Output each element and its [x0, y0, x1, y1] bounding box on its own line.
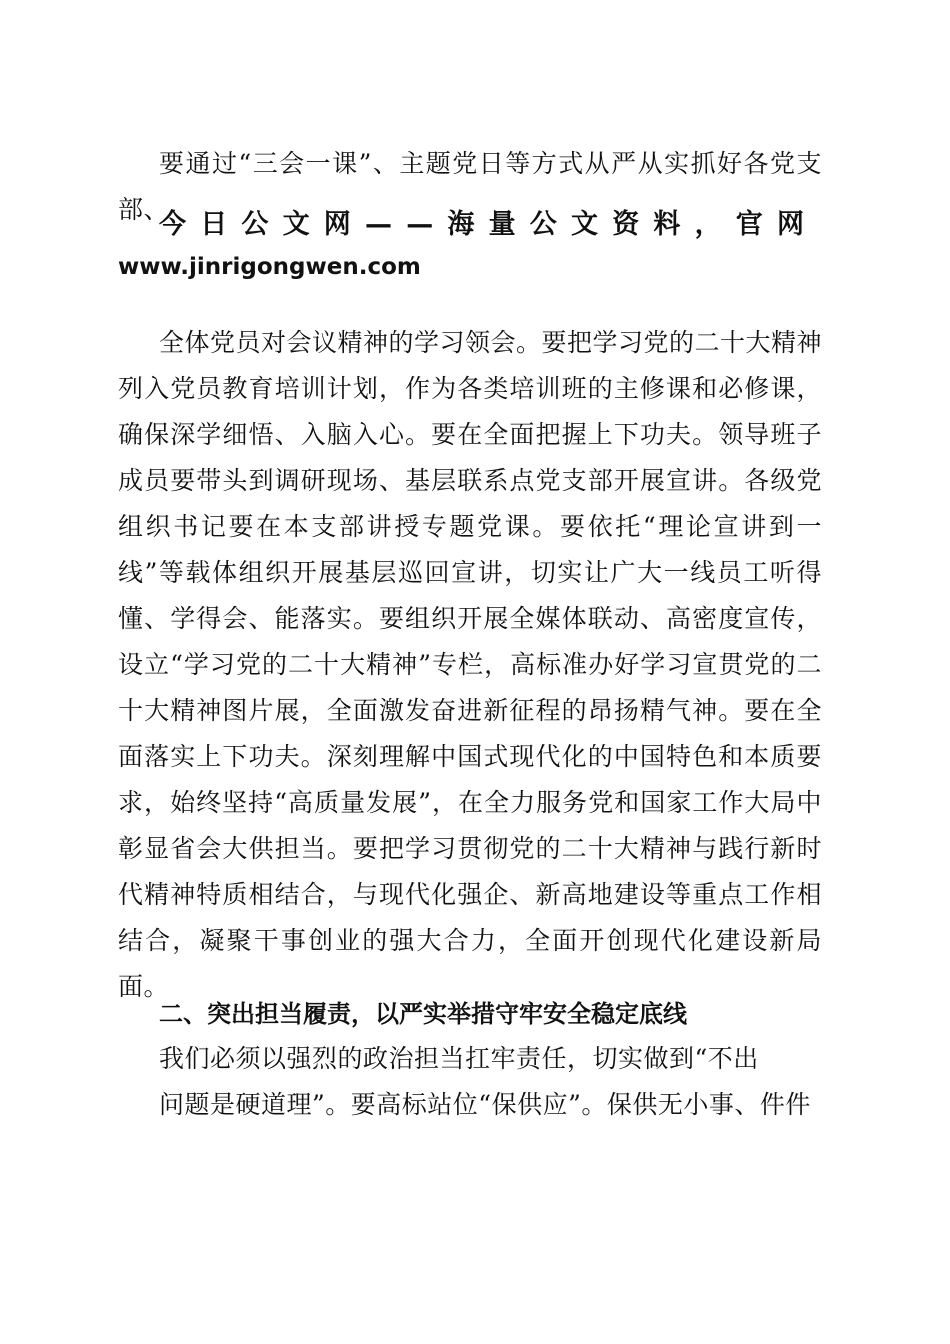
paragraph-section2-line1: 我们必须以强烈的政治担当扛牢责任，切实做到“不出	[159, 1044, 759, 1073]
paragraph-body: 全体党员对会议精神的学习领会。要把学习党的二十大精神列入党员教育培训计划，作为各类培训班的主修课和必修课，确保深学细悟、入脑入心。要在全面把握上下功夫。领导班子成员要带头到调研现场、基层联系点党支部开展宣讲。各级党组织书记要在本支部讲授专题党课。要依托“理论宣讲到一线”等载体组织开展基层巡回宣讲，切实让广大一线员工听得懂、学得会、能落实。要组织开展全媒体联动、高密度宣传，设立“学习党的二十大精神”专栏，高标准办好学习宣贯党的二十大精神图片展，全面激发奋进新征程的昂扬精气神。要在全面落实上下功夫。深刻理解中国式现代化的中国特色和本质要求，始终坚持“高质量发展”，在全力服务党和国家工作大局中彰显省会大供担当。要把学习贯彻党的二十大精神与践行新时代精神特质相结合，与现代化强企、新高地建设等重点工作相结合，凝聚干事创业的强大合力，全面开创现代化建设新局面。	[118, 328, 823, 1001]
paragraph-intro: 要通过“三会一课”、主题党日等方式从严从实抓好各党支部、	[118, 149, 822, 224]
banner-url: www.jinrigongwen.com	[118, 254, 421, 280]
section-heading-2: 二、突出担当履责，以严实举措守牢安全稳定底线	[159, 1000, 687, 1028]
paragraph-section2-line2: 问题是硬道理”。要高标站位“保供应”。保供无小事、件件	[159, 1090, 811, 1119]
banner-title: 今日公文网——海量公文资料，官网	[159, 209, 819, 240]
website-banner	[118, 209, 822, 283]
